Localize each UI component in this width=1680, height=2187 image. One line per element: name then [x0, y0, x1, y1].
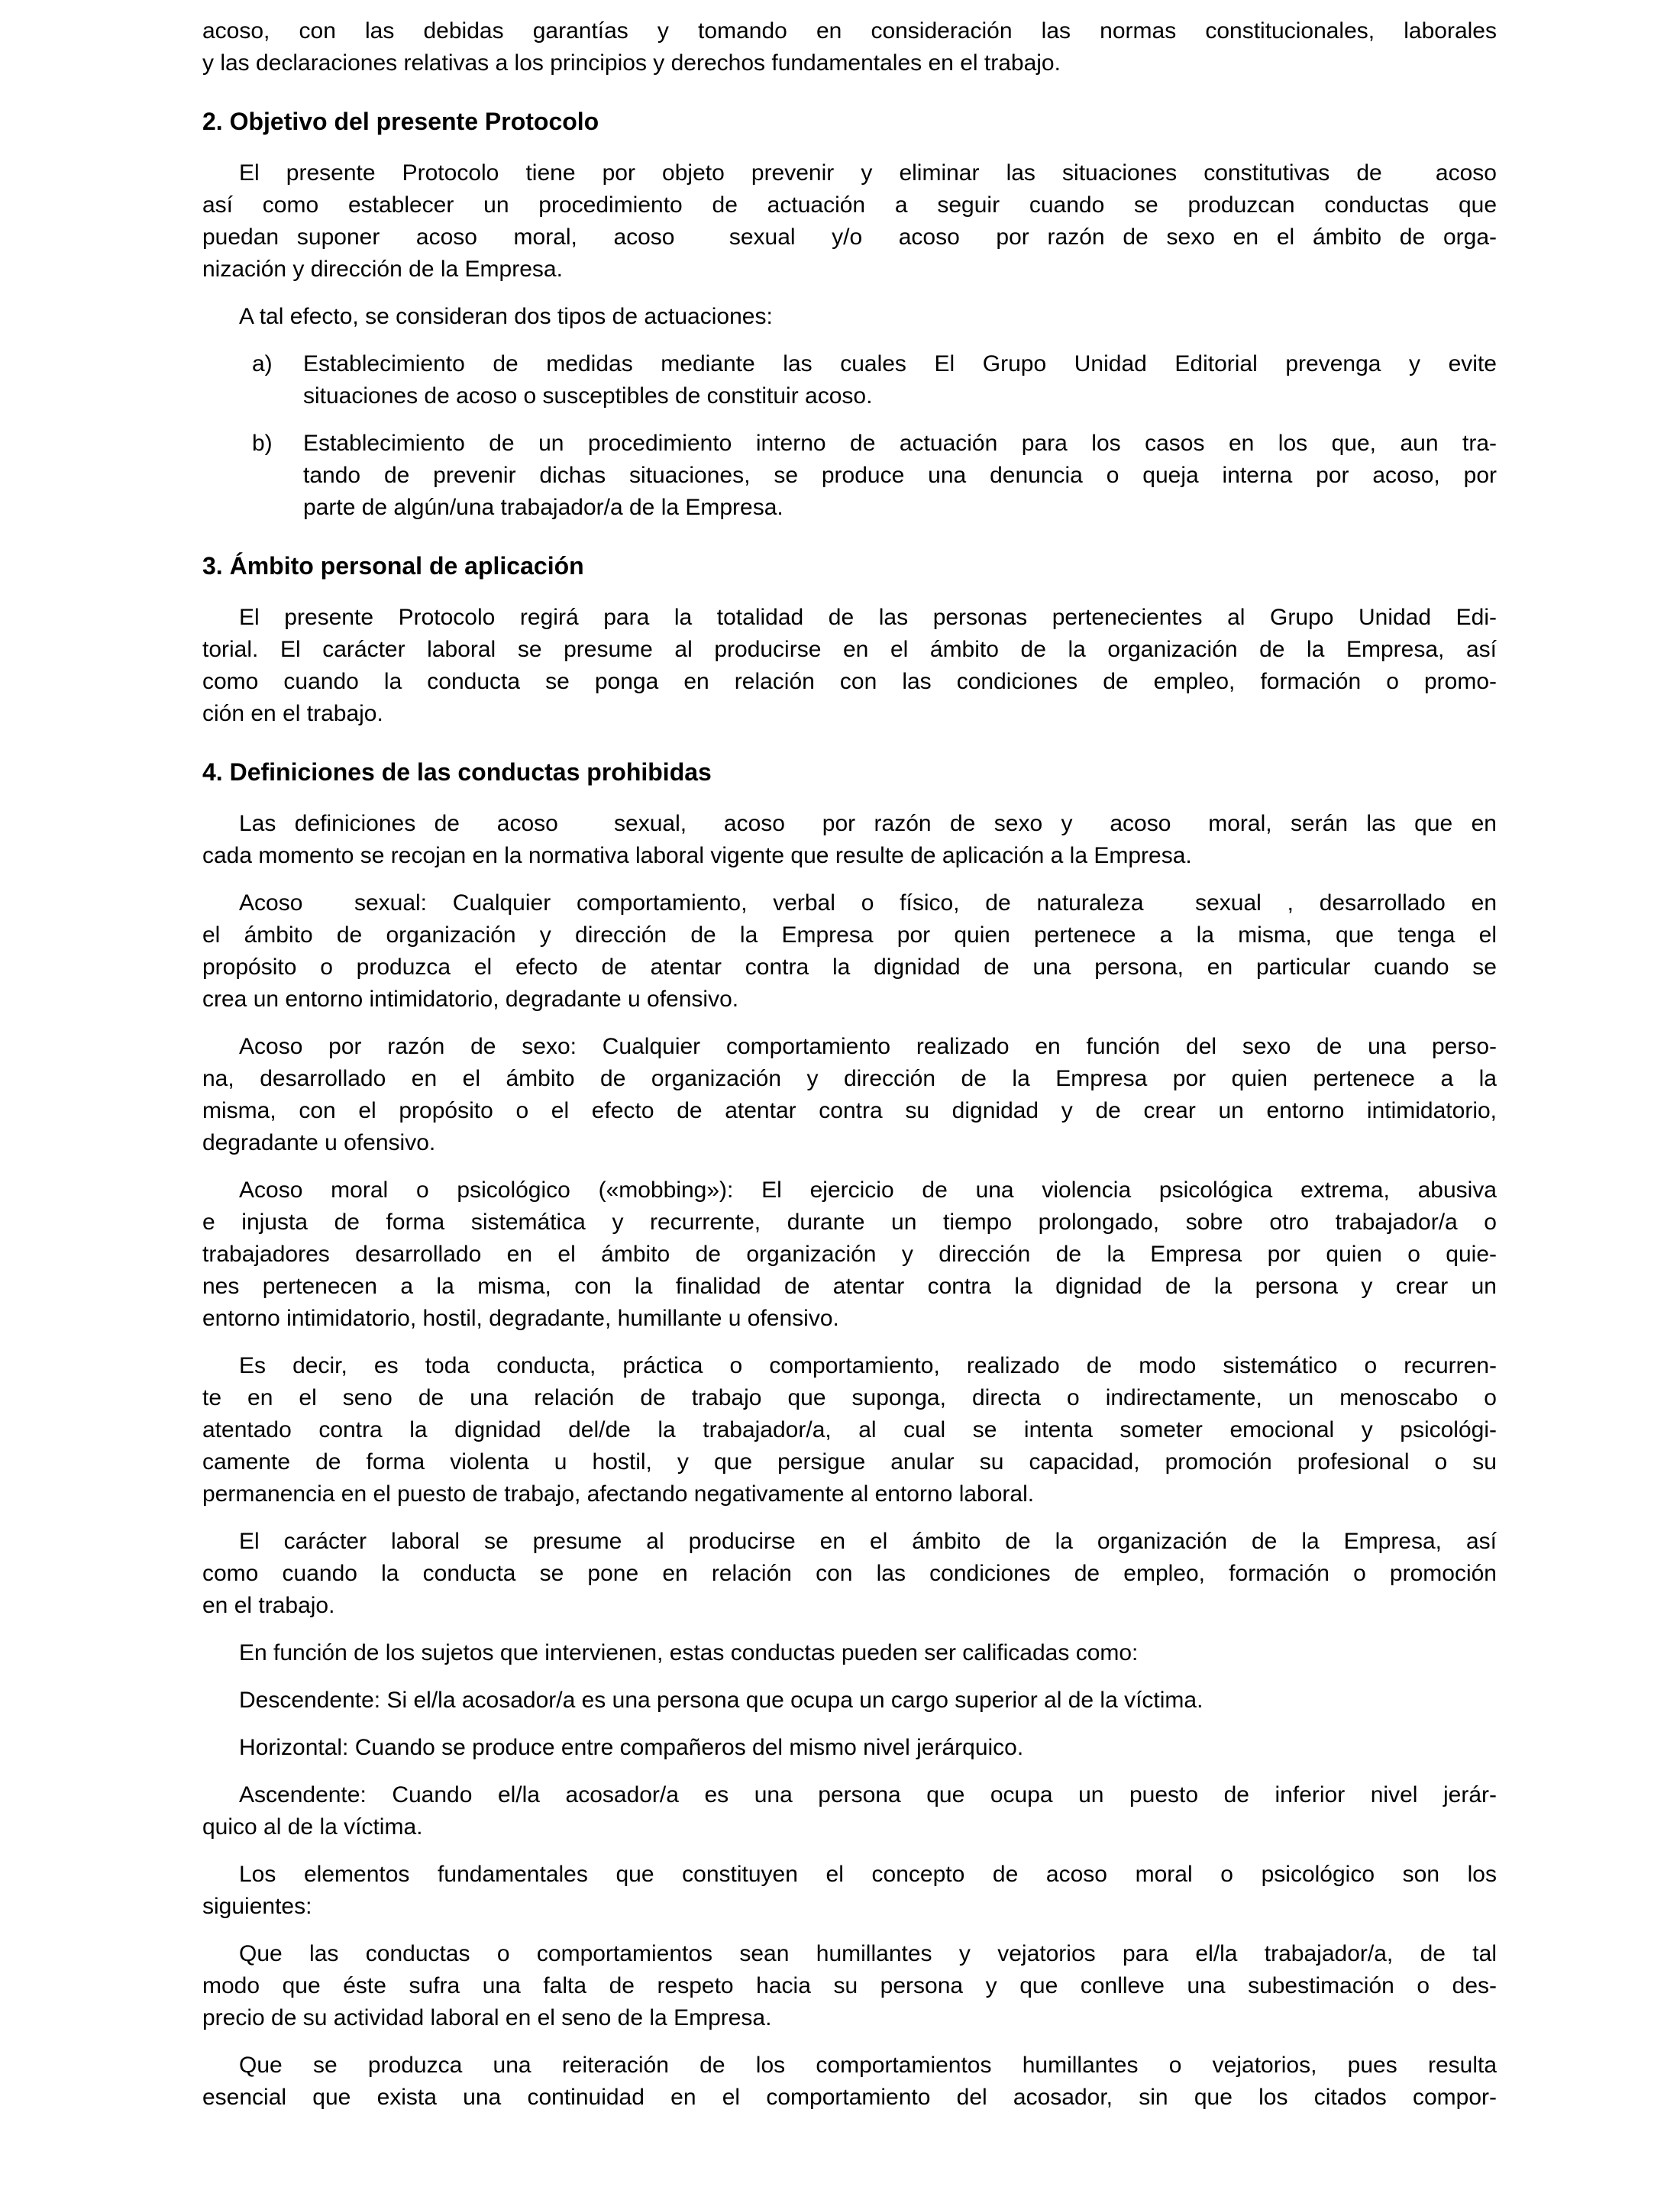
paragraph-line: Acoso sexual: Cualquier comportamiento, verbal o físico, de naturaleza sexual , desarrollado en	[239, 890, 1497, 916]
list-item-marker: b)	[252, 431, 273, 456]
paragraph-line: así como establecer un procedimiento de actuación a seguir cuando se produzcan conductas que	[202, 192, 1497, 218]
paragraph	[202, 1938, 1497, 2034]
paragraph	[202, 1526, 1497, 1622]
paragraph-line: Establecimiento de medidas mediante las cuales El Grupo Unidad Editorial prevenga y evite	[303, 351, 1497, 376]
paragraph-line: misma, con el propósito o el efecto de atentar contra su dignidad y de crear un entorno intimidatorio,	[202, 1098, 1497, 1123]
paragraph	[202, 602, 1497, 730]
paragraph-line: acoso, con las debidas garantías y tomando en consideración las normas constitucionales, laborales	[202, 18, 1497, 44]
paragraph-line: Acoso moral o psicológico («mobbing»): El ejercicio de una violencia psicológica extrema, abusiva	[239, 1177, 1497, 1203]
paragraph-line: nes pertenecen a la misma, con la finalidad de atentar contra la dignidad de la persona y crear un	[202, 1274, 1497, 1299]
paragraph-line: tando de prevenir dichas situaciones, se produce una denuncia o queja interna por acoso, por	[303, 463, 1497, 488]
paragraph-line: Las definiciones de acoso sexual, acoso por razón de sexo y acoso moral, serán las que en	[239, 811, 1497, 836]
section-heading: 4. Definiciones de las conductas prohibidas	[202, 758, 712, 786]
paragraph	[202, 1031, 1497, 1159]
paragraph-line: Acoso por razón de sexo: Cualquier comportamiento realizado en función del sexo de una perso-	[239, 1034, 1497, 1059]
paragraph	[202, 1685, 1497, 1717]
paragraph	[202, 887, 1497, 1016]
paragraph-line: El presente Protocolo regirá para la totalidad de las personas pertenecientes al Grupo Unidad Edi-	[239, 605, 1497, 630]
paragraph-line: A tal efecto, se consideran dos tipos de actuaciones:	[239, 304, 773, 329]
paragraph-line: crea un entorno intimidatorio, degradante u ofensivo.	[202, 987, 739, 1012]
paragraph	[202, 2050, 1497, 2114]
paragraph-line: puedan suponer acoso moral, acoso sexual y/o acoso por razón de sexo en el ámbito de orga-	[202, 225, 1497, 250]
paragraph-line: torial. El carácter laboral se presume al producirse en el ámbito de la organización de la Empresa, así	[202, 637, 1497, 662]
paragraph	[202, 15, 1497, 79]
paragraph-line: na, desarrollado en el ámbito de organización y dirección de la Empresa por quien pertenece a la	[202, 1066, 1497, 1091]
paragraph-line: En función de los sujetos que intervienen, estas conductas pueden ser calificadas como:	[239, 1640, 1139, 1665]
paragraph	[202, 808, 1497, 872]
section-heading: 2. Objetivo del presente Protocolo	[202, 108, 599, 135]
paragraph	[202, 1779, 1497, 1843]
paragraph-line: el ámbito de organización y dirección de la Empresa por quien pertenece a la misma, que tenga el	[202, 922, 1497, 948]
paragraph-line: Horizontal: Cuando se produce entre compañeros del mismo nivel jerárquico.	[239, 1735, 1024, 1760]
paragraph-line: El carácter laboral se presume al producirse en el ámbito de la organización de la Empresa, así	[239, 1529, 1497, 1554]
paragraph-line: camente de forma violenta u hostil, y que persigue anular su capacidad, promoción profesional o su	[202, 1449, 1497, 1475]
list-item	[202, 428, 1497, 524]
paragraph-line: Los elementos fundamentales que constituyen el concepto de acoso moral o psicológico son los	[239, 1862, 1497, 1887]
paragraph	[202, 157, 1497, 286]
paragraph-line: como cuando la conducta se pone en relación con las condiciones de empleo, formación o promoción	[202, 1561, 1497, 1586]
paragraph-line: Que las conductas o comportamientos sean humillantes y vejatorios para el/la trabajador/a, de tal	[239, 1941, 1497, 1966]
section-heading: 3. Ámbito personal de aplicación	[202, 552, 584, 580]
paragraph-line: precio de su actividad laboral en el seno de la Empresa.	[202, 2005, 772, 2030]
paragraph-line: degradante u ofensivo.	[202, 1130, 436, 1155]
paragraph-line: trabajadores desarrollado en el ámbito de organización y dirección de la Empresa por quien o quie-	[202, 1242, 1497, 1267]
paragraph	[202, 1350, 1497, 1510]
paragraph-line: ción en el trabajo.	[202, 701, 383, 726]
paragraph-line: Que se produzca una reiteración de los comportamientos humillantes o vejatorios, pues resulta	[239, 2053, 1497, 2078]
paragraph-line: e injusta de forma sistemática y recurrente, durante un tiempo prolongado, sobre otro trabajador/a o	[202, 1210, 1497, 1235]
paragraph-line: te en el seno de una relación de trabajo que suponga, directa o indirectamente, un menoscabo o	[202, 1385, 1497, 1410]
paragraph-line: entorno intimidatorio, hostil, degradante, humillante u ofensivo.	[202, 1306, 839, 1331]
paragraph-line: en el trabajo.	[202, 1593, 335, 1618]
paragraph	[202, 1732, 1497, 1764]
paragraph-line: cada momento se recojan en la normativa laboral vigente que resulte de aplicación a la Empresa.	[202, 843, 1192, 868]
paragraph-line: Descendente: Si el/la acosador/a es una persona que ocupa un cargo superior al de la víctima.	[239, 1688, 1203, 1713]
paragraph-line: nización y dirección de la Empresa.	[202, 257, 563, 282]
paragraph-line: atentado contra la dignidad del/de la trabajador/a, al cual se intenta someter emocional y psicológi-	[202, 1417, 1497, 1442]
list-item	[202, 348, 1497, 412]
paragraph-line: parte de algún/una trabajador/a de la Empresa.	[303, 495, 783, 520]
list-item-marker: a)	[252, 351, 273, 376]
paragraph-line: Establecimiento de un procedimiento interno de actuación para los casos en los que, aun tra-	[303, 431, 1497, 456]
document-content	[202, 15, 1497, 2114]
paragraph-line: quico al de la víctima.	[202, 1814, 423, 1840]
paragraph	[202, 1174, 1497, 1335]
paragraph	[202, 1859, 1497, 1923]
paragraph-line: siguientes:	[202, 1894, 312, 1919]
paragraph-line: modo que éste sufra una falta de respeto hacia su persona y que conlleve una subestimación o des-	[202, 1973, 1497, 1998]
paragraph-line: situaciones de acoso o susceptibles de constituir acoso.	[303, 383, 873, 409]
paragraph-line: propósito o produzca el efecto de atentar contra la dignidad de una persona, en particular cuando se	[202, 955, 1497, 980]
paragraph	[202, 301, 1497, 333]
paragraph-line: El presente Protocolo tiene por objeto prevenir y eliminar las situaciones constitutivas de acoso	[239, 160, 1497, 186]
paragraph	[202, 1637, 1497, 1669]
paragraph-line: Es decir, es toda conducta, práctica o comportamiento, realizado de modo sistemático o recurren-	[239, 1353, 1497, 1378]
paragraph-line: permanencia en el puesto de trabajo, afectando negativamente al entorno laboral.	[202, 1481, 1035, 1507]
paragraph-line: esencial que exista una continuidad en el comportamiento del acosador, sin que los citados compor-	[202, 2085, 1497, 2110]
paragraph-line: y las declaraciones relativas a los principios y derechos fundamentales en el trabajo.	[202, 50, 1061, 76]
paragraph-line: como cuando la conducta se ponga en relación con las condiciones de empleo, formación o promo-	[202, 669, 1497, 694]
paragraph-line: Ascendente: Cuando el/la acosador/a es una persona que ocupa un puesto de inferior nivel jerár-	[239, 1782, 1497, 1807]
